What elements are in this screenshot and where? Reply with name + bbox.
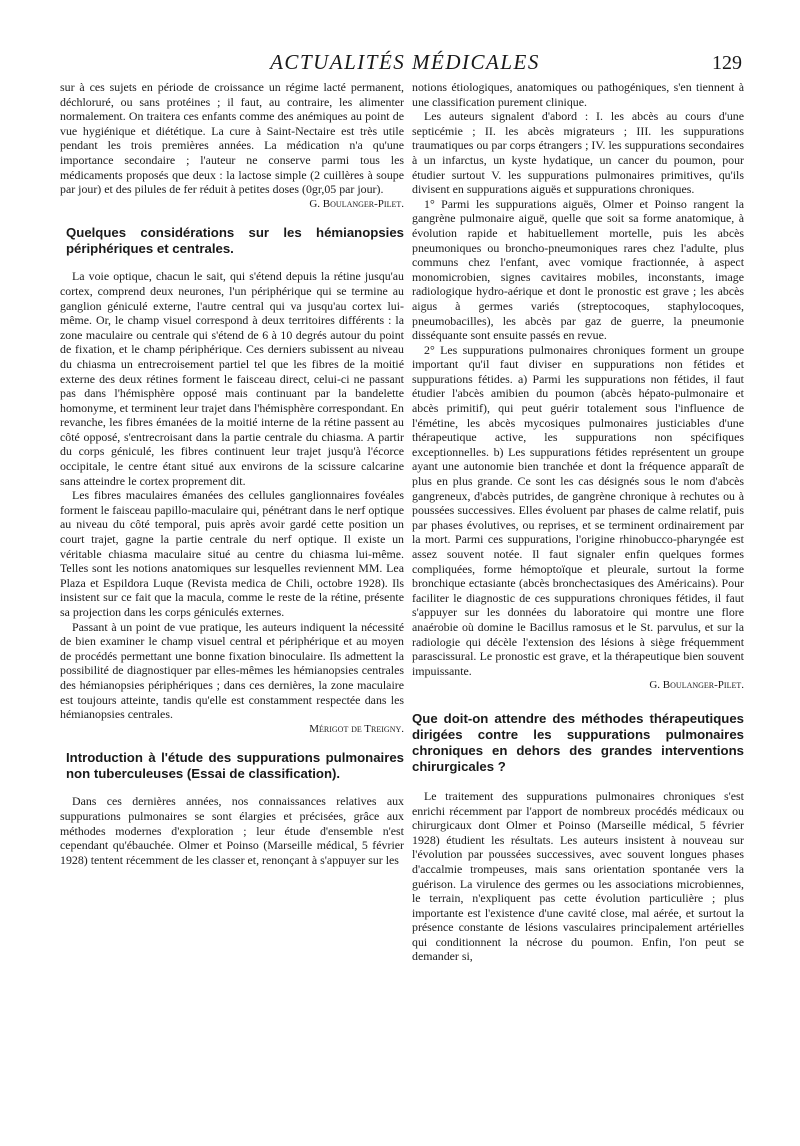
left-column [60,80,404,867]
paragraph: Passant à un point de vue pratique, les auteurs indiquent la nécessité de bien examiner le champ visuel central et périphérique et au moyen de procédés permettant une bonne fixation binoculaire. Ils admettent la possibilité de diagnostiquer par elles-mêmes les hémianopsies centrales des hémianopsies périphériques ; dans ces dernières, la zone maculaire est toujours atteinte, tandis qu'elle est constamment respectée dans les hémianopsies centrales. [60,619,404,722]
article-heading: Introduction à l'étude des suppurations pulmonaires non tuberculeuses (Essai de classification). [66,750,404,782]
paragraph: notions étiologiques, anatomiques ou pathogéniques, s'en tiennent à une classification purement clinique. [412,80,744,109]
author-signature: G. Boulanger-Pilet. [309,197,404,210]
article-heading: Quelques considérations sur les hémianopsies périphériques et centrales. [66,225,404,257]
paragraph: Dans ces dernières années, nos connaissances relatives aux suppurations pulmonaires se sont élargies et précisées, grâce aux méthodes modernes d'exploration ; leur étude d'ensemble n'est cependant qu'ébauchée. Olmer et Poinso (Marseille médical, 5 février 1928) tentent récemment de les classer et, renonçant à s'appuyer sur les [60,794,404,867]
page-number: 129 [712,52,742,74]
paragraph: Les auteurs signalent d'abord : I. les abcès au cours d'une septicémie ; II. les abcès migrateurs ; III. les suppurations traumatiques ou par corps étrangers ; IV. les suppurations secondaires à un infarctus, un kyste hydatique, un cancer du poumon, pour étudier surtout V. les suppurations pulmonaires primitives, qu'ils divisent en suppurations aiguës et suppurations chroniques. [412,109,744,197]
running-head [60,50,750,80]
paragraph: Le traitement des suppurations pulmonaires chroniques s'est enrichi récemment par l'apport de nombreux procédés médicaux ou chirurgicaux dont Olmer et Poinso (Marseille médical, 5 février 1928) étudient les résultats. Les auteurs insistent à nouveau sur l'évolution par poussées successives, avec souvent longues phases d'accalmie trompeuses, mais sans orientation spontanée vers la guérison. La virulence des germes ou les associations microbiennes, le terrain, n'expliquent pas cette évolution particulière ; plus importante est l'existence d'une cavité close, mal aérée, et surtout la présence constante de lésions vasculaires principalement artérielles qui conditionnent la nécrose du poumon. Enfin, l'on peut se demander si, [412,788,744,964]
author-signature: Mérigot de Treigny. [309,722,404,735]
author-signature: G. Boulanger-Pilet. [649,679,744,692]
running-title: ACTUALITÉS MÉDICALES [270,50,540,74]
article-heading: Que doit-on attendre des méthodes thérapeutiques dirigées contre les suppurations pulmonaires chroniques en dehors des grandes interventions chirurgicales ? [412,710,744,774]
paragraph: La voie optique, chacun le sait, qui s'étend depuis la rétine jusqu'au cortex, comprend deux neurones, l'un périphérique qui se termine au ganglion géniculé externe, l'autre central qui va jusqu'au cortex lui-même. Or, le champ visuel correspond à deux territoires différents : la zone maculaire ou centrale qui s'étend de 6 à 10 degrés autour du point de fixation, et le champ périphérique. Ces derniers subissent au niveau du chiasma un entrecroisement partiel tel que les fibres de la moitié externe des deux rétines forment le faisceau direct, celui-ci ne passant pas dans l'hémisphère opposé mais continuant par la bandelette homonyme, et terminent leur trajet dans l'hémisphère correspondant. En revanche, les fibres émanées de la moitié interne de la rétine passent au côté opposé, s'entrecroisant dans la partie centrale du chiasma. A partir du corps géniculé, les fibres continuent leur trajet jusqu'à l'écorce occipitale, le centre étant situé aux environs de la scissure calcarine sans atteindre le cortex proprement dit. [60,269,404,488]
right-column [412,80,744,964]
paragraph: 2° Les suppurations pulmonaires chroniques forment un groupe important qu'il faut diviser en suppurations non fétides et suppurations fétides. a) Parmi les suppurations non fétides, il faut étudier l'abcès amibien du poumon (abcès hépato-pulmonaire et abcès primitif), qui peut guérir totalement sous l'influence de l'émétine, les abcès mycosiques pulmonaires justiciables d'une thérapeutique active, les suppurations non spécifiques exceptionnelles. b) Les suppurations fétides représentent un groupe ayant une autonomie bien tranchée et dont la fréquence apparaît de plus en plus grande. Ce sont les cas désignés sous le nom d'abcès gangreneux, d'abcès putrides, de gangrène chronique à rechutes ou à poussées successives. Elles évoluent par phases de calme relatif, puis par phases évolutives, ou reprises, et se terminent ordinairement par la mort. Parmi ces suppurations, l'origine rhinobucco-pharyngée est assez souvent notée. Il faut signaler enfin quelques formes compliquées, forme hémoptoïque et pleurale, surtout la forme bronchique ectasiante (abcès bronchectasiques des Américains). Pour faciliter le diagnostic de ces suppurations chroniques fétides, il faut s'appuyer sur les données du laboratoire qui montre une flore anaérobie où domine le Bacillus ramosus et le St. parvulus, et sur la radiologie qui décèle l'extension des lésions à siège fréquemment parascissural. Le pronostic est grave, et la thérapeutique bien souvent impuissante. [412,342,744,678]
paragraph: sur à ces sujets en période de croissance un régime lacté permanent, déchloruré, ou sans protéines ; il faut, au contraire, les alimenter normalement. On traitera ces enfants comme des anémiques au point de vue hygiénique et diététique. La cure à Saint-Nectaire est très utile pendant les trois premières années. La médication n'a qu'une importance secondaire ; l'auteur ne conserve parmi tous les médicaments proposés que deux : la lactose simple (2 cuillères à soupe par jour) et des pilules de fer réduit à petites doses (0gr,05 par jour). [60,80,404,197]
paragraph: Les fibres maculaires émanées des cellules ganglionnaires fovéales forment le faisceau papillo-maculaire qui, pénétrant dans le nerf optique au niveau du côté temporal, puis après avoir gardé cette position un court trajet, gagne la partie centrale du nerf optique. Il existe un véritable chiasma maculaire situé au centre du chiasma lui-même. Telles sont les notions anatomiques sur lesquelles reviennent MM. Lea Plaza et Espildora Luque (Revista medica de Chili, octobre 1928). Ils insistent sur ce fait que la macula, comme le reste de la rétine, présente sa projection dans les corps géniculés externes. [60,488,404,619]
paragraph: 1° Parmi les suppurations aiguës, Olmer et Poinso rangent la gangrène pulmonaire aiguë, quelle que soit sa forme anatomique, à évolution rapide et habituellement mortelle, puis les abcès pneumoniques ou broncho-pneumoniques rares chez l'adulte, plus communs chez l'enfant, avec vomique fractionnée, à aspect monomicrobien, signes cavitaires mobiles, inconstants, image radiologique hydro-aérique et dont le pronostic est grave ; les abcès aigus à germes variés (streptocoques, staphylocoques, pneumobacilles), les abcès par gaz de guerre, la pneumonie disséquante sont ensuite passés en revue. [412,196,744,343]
